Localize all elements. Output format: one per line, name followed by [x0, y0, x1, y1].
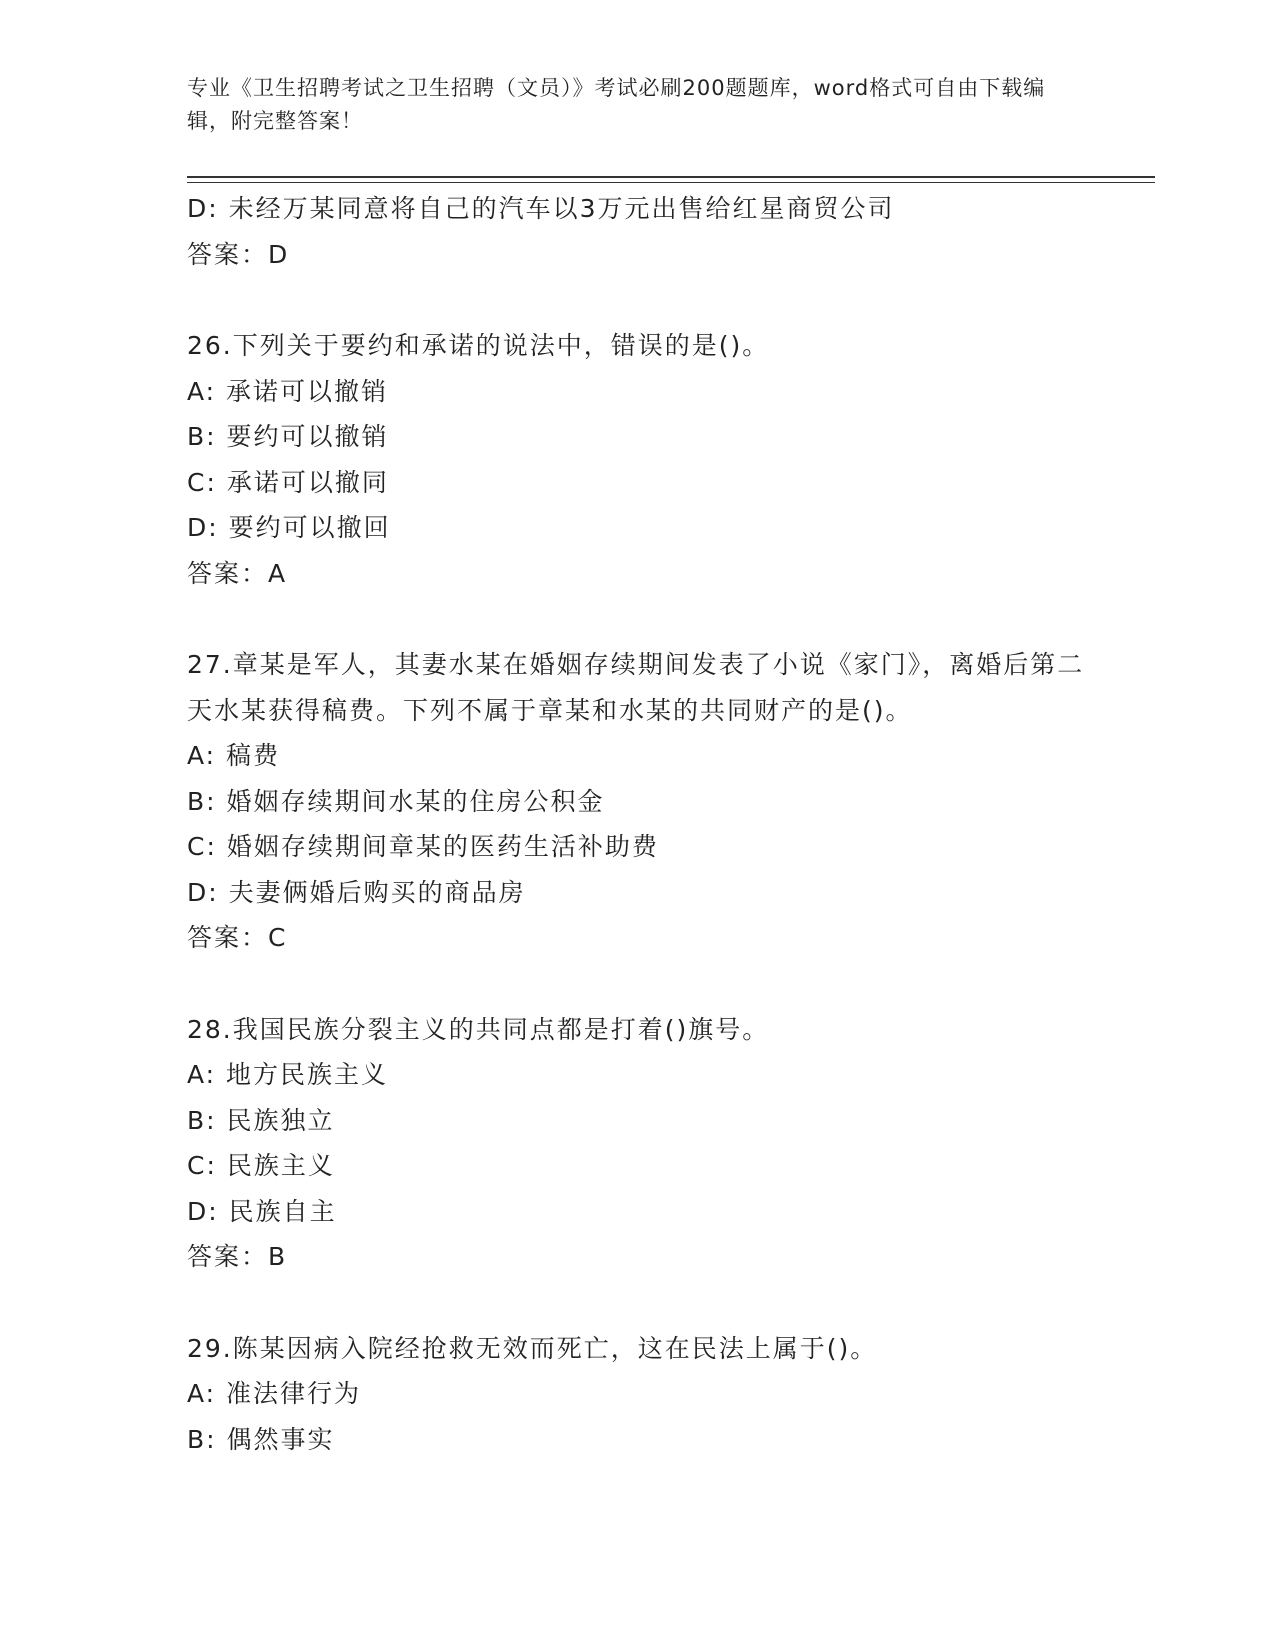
document-header: 专业《卫生招聘考试之卫生招聘（文员）》考试必刷200题题库，word格式可自由下载编辑，附完整答案！ [187, 76, 1046, 133]
question-26-option-d: D: 要约可以撤回 [187, 513, 391, 542]
question-27-option-d: D: 夫妻俩婚后购买的商品房 [187, 877, 526, 907]
question-26-option-c: C: 承诺可以撤同 [187, 467, 389, 497]
question-28-stem: 28.我国民族分裂主义的共同点都是打着()旗号。 [187, 1014, 770, 1044]
question-29-stem: 29.陈某因病入院经抢救无效而死亡，这在民法上属于()。 [187, 1333, 878, 1363]
spacer [187, 961, 1087, 1007]
header-rule-thick [187, 176, 1155, 178]
question-26-answer: 答案：A [187, 558, 288, 588]
question-28-option-b: B: 民族独立 [187, 1105, 335, 1135]
question-26-option-b: B: 要约可以撤销 [187, 422, 389, 451]
prev-answer: 答案：D [187, 239, 290, 269]
question-29-option-b: B: 偶然事实 [187, 1424, 335, 1454]
question-27-option-b: B: 婚姻存续期间水某的住房公积金 [187, 786, 605, 816]
question-content [187, 186, 1087, 1462]
question-27-option-a: A: 稿费 [187, 741, 281, 770]
question-29-option-a: A: 准法律行为 [187, 1379, 362, 1408]
question-28-option-c: C: 民族主义 [187, 1151, 335, 1180]
spacer [187, 596, 1087, 642]
header-rule-thin [187, 182, 1155, 183]
question-28-option-d: D: 民族自主 [187, 1196, 337, 1226]
question-28-option-a: A: 地方民族主义 [187, 1060, 389, 1089]
prev-option-d: D: 未经万某同意将自己的汽车以3万元出售给红星商贸公司 [187, 194, 895, 223]
question-26-option-a: A: 承诺可以撤销 [187, 376, 389, 406]
question-26-stem: 26.下列关于要约和承诺的说法中，错误的是()。 [187, 331, 770, 360]
question-27-answer: 答案：C [187, 923, 288, 952]
spacer [187, 1280, 1087, 1326]
question-28-answer: 答案：B [187, 1242, 288, 1271]
question-27-option-c: C: 婚姻存续期间章某的医药生活补助费 [187, 832, 659, 861]
question-27-stem: 27.章某是军人，其妻水某在婚姻存续期间发表了小说《家门》，离婚后第二天水某获得稿费。下列不属于章某和水某的共同财产的是()。 [187, 650, 1085, 725]
spacer [187, 277, 1087, 323]
